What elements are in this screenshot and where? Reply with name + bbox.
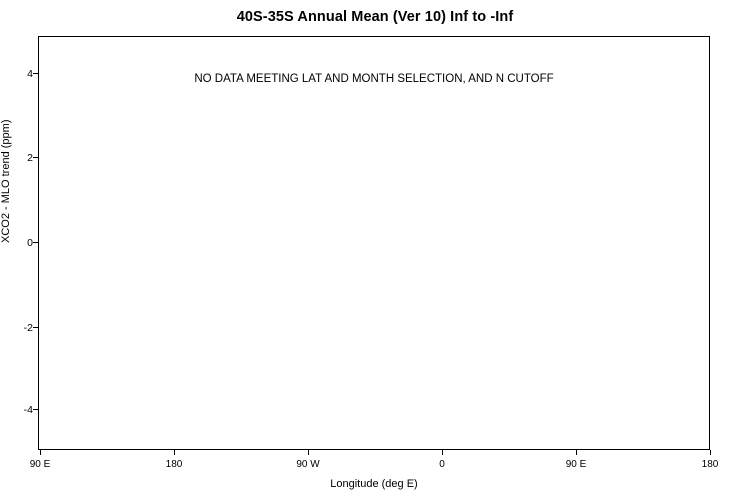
y-tick-label: 4: [27, 68, 33, 80]
y-tick-mark: [33, 73, 38, 74]
x-tick-label: 180: [701, 459, 719, 470]
y-tick-label: -4: [23, 404, 33, 416]
y-tick-mark: [33, 157, 38, 158]
y-tick-mark: [33, 409, 38, 410]
y-axis-label: XCO2 - MLO trend (ppm): [0, 119, 12, 243]
no-data-annotation: NO DATA MEETING LAT AND MONTH SELECTION, AND N CUTOFF: [194, 73, 554, 85]
y-tick-label: 0: [27, 237, 33, 249]
x-tick-mark: [710, 450, 711, 455]
x-tick-label: 0: [439, 459, 445, 470]
y-tick-label: 2: [27, 152, 33, 164]
chart-title: 40S-35S Annual Mean (Ver 10) Inf to -Inf: [236, 9, 514, 25]
plot-area: [38, 36, 710, 450]
x-tick-label: 180: [165, 459, 183, 470]
y-tick-mark: [33, 242, 38, 243]
x-tick-label: 90 W: [296, 459, 320, 470]
x-tick-mark: [442, 450, 443, 455]
y-tick-mark: [33, 327, 38, 328]
y-tick-label: -2: [23, 322, 33, 334]
x-tick-mark: [40, 450, 41, 455]
y-axis-ticks: [0, 0, 33, 500]
x-tick-label: 90 E: [29, 459, 51, 470]
x-tick-mark: [576, 450, 577, 455]
x-tick-mark: [174, 450, 175, 455]
x-axis-label: Longitude (deg E): [330, 478, 418, 490]
x-tick-mark: [308, 450, 309, 455]
x-tick-label: 90 E: [565, 459, 587, 470]
